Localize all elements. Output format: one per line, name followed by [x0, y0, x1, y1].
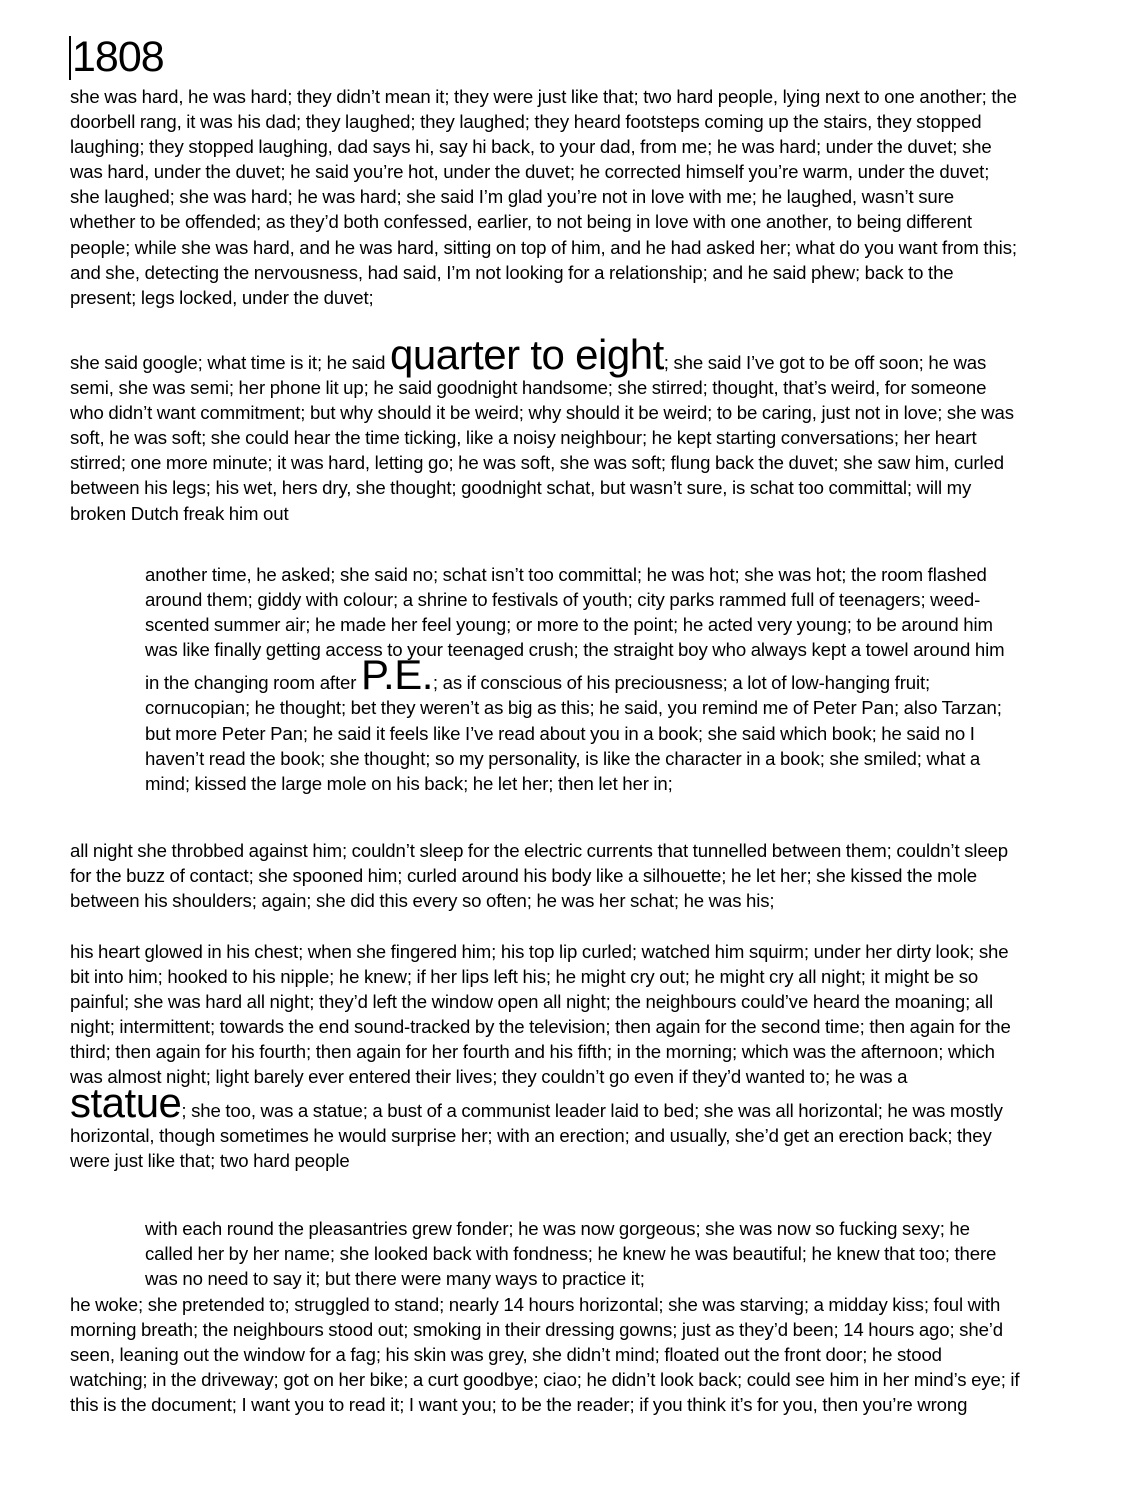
- paragraph-6: with each round the pleasantries grew fonder; he was now gorgeous; she was now so fucking sexy; he called her by her name; she looked back with fondness; he knew he was beautiful; he knew that too; there was no need to say it; but there were many ways to practice it;: [145, 1218, 997, 1290]
- paragraph-2-text-start: she said google; what time is it; he said: [70, 352, 391, 373]
- text-cursor: [69, 36, 71, 80]
- paragraph-3: [145, 562, 1020, 796]
- paragraph-4: all night she throbbed against him; couldn’t sleep for the electric currents that tunnelled between them; couldn’t sleep for the buzz of contact; she spooned him; curled around his body like a silhouette; he let her; she kissed the mole between his shoulders; again; she did this every so often; he was her schat; he was his;: [70, 840, 1008, 912]
- emphasis-pe: P.E.: [360, 651, 433, 699]
- paragraph-5: [70, 939, 1020, 1173]
- paragraph-2-text-end: ; she said I’ve got to be off soon; he was semi, she was semi; her phone lit up; he said goodnight handsome; she stirred; thought, that’s weird, for someone who didn’t want commitment; but why should it be weird; why should it be weird; to be caring, just not in love; she was soft, he was soft; she could hear the time ticking, like a noisy neighbour; he kept starting conversations; her heart stirred; one more minute; it was hard, letting go; he was soft, she was soft; flung back the duvet; she saw him, curled between his legs; his wet, hers dry, she thought; goodnight schat, but wasn’t sure, is schat too committal; will my broken Dutch freak him out: [70, 352, 1014, 524]
- paragraph-7: he woke; she pretended to; struggled to stand; nearly 14 hours horizontal; she was starving; a midday kiss; foul with morning breath; the neighbours stood out; smoking in their dressing gowns; just as they’d been; 14 hours ago; she’d seen, leaning out the window for a fag; his skin was grey, she didn’t mind; floated out the front door; he stood watching; in the driveway; got on her bike; a curt goodbye; ciao; he didn’t look back; could see him in her mind’s eye; if this is the document; I want you to read it; I want you; to be the reader; if you think it’s for you, then you’re wrong: [70, 1294, 1020, 1416]
- paragraph-1: she was hard, he was hard; they didn’t mean it; they were just like that; two hard people, lying next to one another; the doorbell rang, it was his dad; they laughed; they laughed; they heard footsteps coming up the stairs, they stopped laughing; they stopped laughing, dad says hi, say hi back, to your dad, from me; he was hard; under the duvet; she was hard, under the duvet; he said you’re hot, under the duvet; he corrected himself you’re warm, under the duvet; she laughed; she was hard; he was hard; she said I’m glad you’re not in love with me; he laughed, wasn’t sure whether to be offended; as they’d both confessed, earlier, to not being in love with one another, to being different people; while she was hard, and he was hard, sitting on top of him, and he had asked her; what do you want from this; and she, detecting the nervousness, had said, I’m not looking for a relationship; and he said phew; back to the present; legs locked, under the duvet;: [70, 86, 1017, 308]
- paragraph-2: [70, 331, 1020, 526]
- paragraph-3-text-end: ; as if conscious of his preciousness; a lot of low-hanging fruit; cornucopian; he thought; bet they weren’t as big as this; he said, you remind me of Peter Pan; also Tarzan; but more Peter Pan; he said it feels like I’ve read about you in a book; she said which book; he said no I haven’t read the book; she thought; so my personality, is like the character in a book; she smiled; what a mind; kissed the large mole on his back; he let her; then let her in;: [145, 672, 1002, 794]
- emphasis-statue: statue: [70, 1078, 182, 1126]
- paragraph-5-text-start: his heart glowed in his chest; when she fingered him; his top lip curled; watched him squirm; under her dirty look; she bit into him; hooked to his nipple; he knew; if her lips left his; he might cry out; he might cry all night; it might be so painful; she was hard all night; they’d left the window open all night; the neighbours could’ve heard the moaning; all night; intermittent; towards the end sound-tracked by the television; then again for the second time; then again for the third; then again for his fourth; then again for her fourth and his fifth; in the morning; which was the afternoon; which was almost night; light barely ever entered their lives; they couldn’t go even if they’d wanted to; he was a: [70, 941, 1011, 1088]
- paragraph-5-text-end: ; she too, was a statue; a bust of a communist leader laid to bed; she was all horizontal; he was mostly horizontal, though sometimes he would surprise her; with an erection; and usually, she’d get an erection back; they were just like that; two hard people: [70, 1099, 1003, 1171]
- paragraph-3-text-start: another time, he asked; she said no; schat isn’t too committal; he was hot; she was hot; the room flashed around them; giddy with colour; a shrine to festivals of youth; city parks rammed full of teenagers; weed-scented summer air; he made her feel young; or more to the point; he acted very young; to be around him was like finally getting access to your teenaged crush; the straight boy who always kept a towel around him in the changing room after: [145, 564, 1005, 694]
- page-title: 1808: [72, 33, 164, 81]
- emphasis-quarter-to-eight: quarter to eight: [390, 331, 664, 378]
